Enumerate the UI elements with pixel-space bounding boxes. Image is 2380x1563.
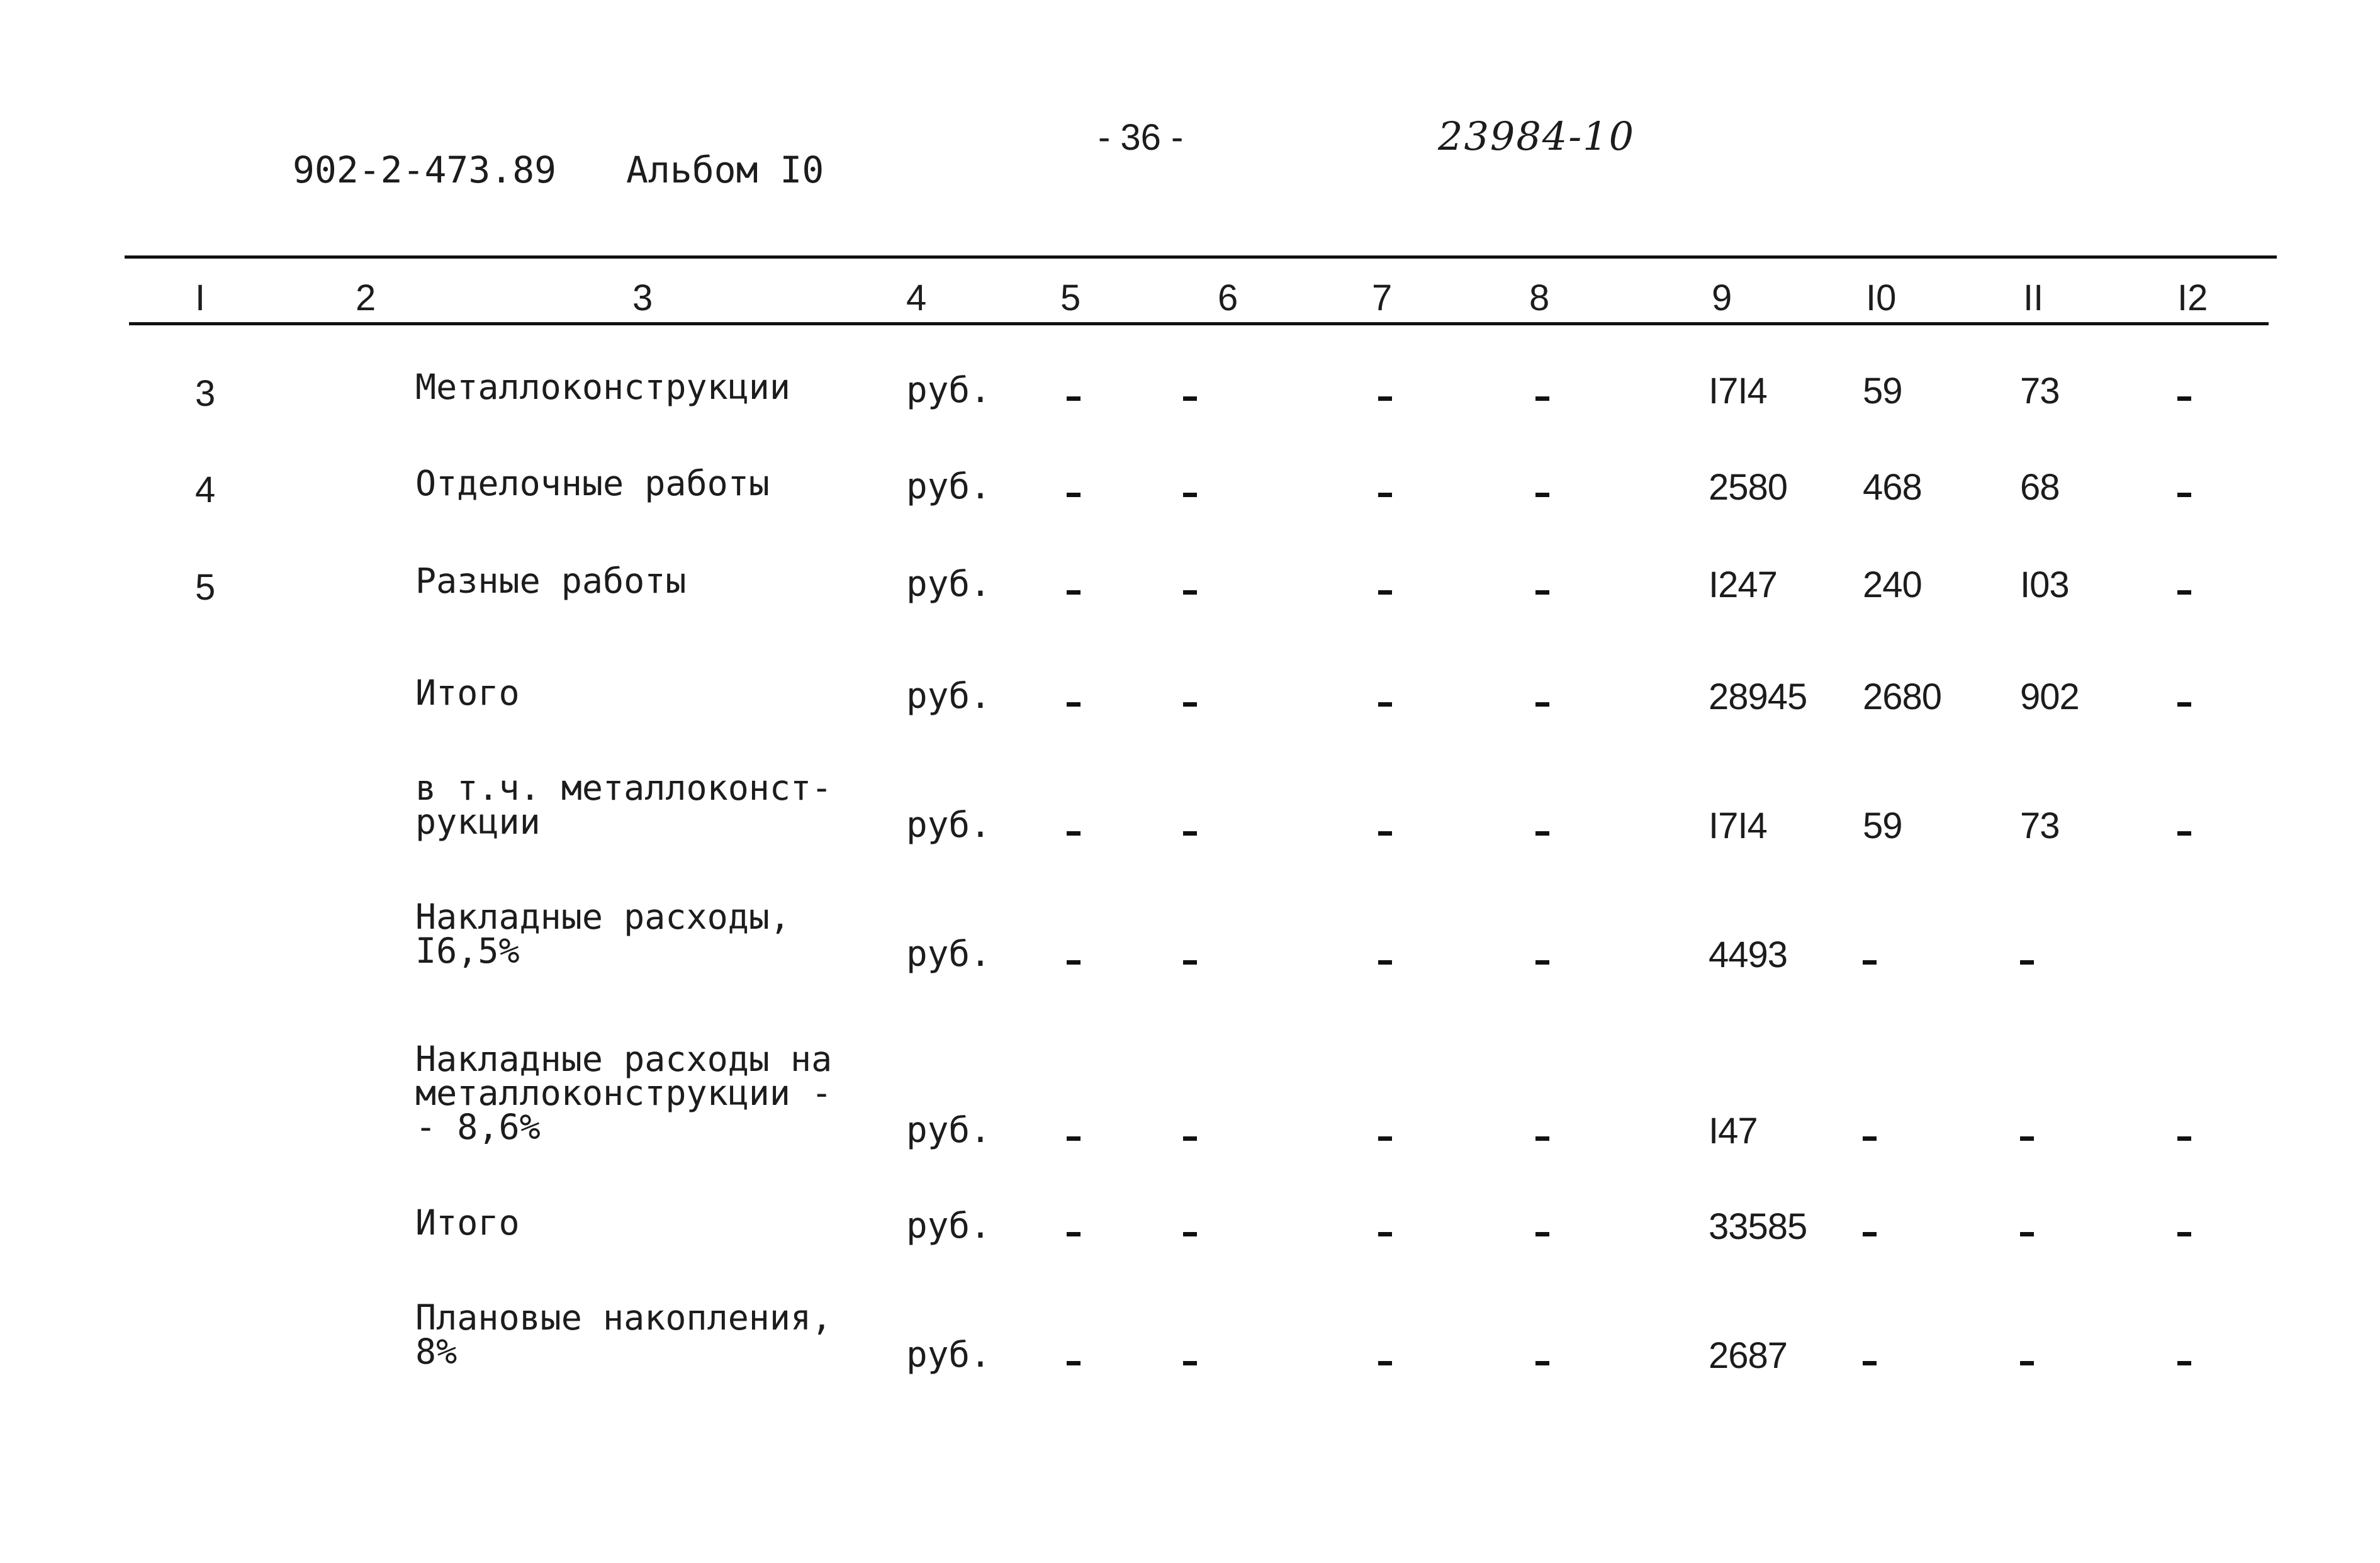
dash-mark — [2177, 1232, 2191, 1236]
column-header-9: 9 — [1712, 277, 1732, 318]
dash-mark — [1535, 702, 1549, 707]
dash-mark — [1067, 960, 1081, 965]
dash-mark — [1863, 1361, 1877, 1365]
row-value-c9: 2687 — [1709, 1335, 1788, 1376]
dash-mark — [1863, 1136, 1877, 1141]
column-header-2: 2 — [356, 277, 376, 318]
dash-mark — [1535, 1361, 1549, 1365]
dash-mark — [1183, 1136, 1197, 1141]
row-value-c11: 68 — [2020, 467, 2060, 508]
handwritten-inventory-number: 23984-10 — [1438, 113, 1636, 159]
dash-mark — [1183, 493, 1197, 497]
dash-mark — [1378, 1361, 1392, 1365]
row-description: Накладные расходы на металлоконструкции - - 8,6% — [415, 1039, 833, 1147]
table-header-rule — [129, 322, 2269, 325]
dash-mark — [1378, 702, 1392, 707]
row-value-c10: 240 — [1863, 564, 1922, 605]
dash-mark — [1378, 831, 1392, 836]
row-value-c11: 902 — [2020, 676, 2079, 717]
row-value-c9: I7I4 — [1709, 805, 1767, 846]
dash-mark — [1067, 396, 1081, 401]
dash-mark — [1183, 1232, 1197, 1236]
row-unit: руб. — [906, 466, 991, 507]
row-value-c9: 2580 — [1709, 467, 1788, 508]
dash-mark — [1863, 1232, 1877, 1236]
column-header-3: 3 — [632, 277, 653, 318]
row-description: Плановые накопления, 8% — [415, 1297, 833, 1372]
dash-mark — [1378, 493, 1392, 497]
column-header-6: 6 — [1218, 277, 1238, 318]
row-value-c10: 59 — [1863, 805, 1902, 846]
row-unit: руб. — [906, 1110, 991, 1151]
dash-mark — [1378, 960, 1392, 965]
dash-mark — [2020, 960, 2034, 965]
column-header-10: I0 — [1866, 277, 1897, 318]
row-value-c9: 4493 — [1709, 934, 1788, 975]
dash-mark — [1183, 960, 1197, 965]
column-header-8: 8 — [1529, 277, 1550, 318]
row-value-c11: 73 — [2020, 805, 2060, 846]
dash-mark — [1535, 831, 1549, 836]
row-value-c10: 59 — [1863, 371, 1902, 412]
row-unit: руб. — [906, 564, 991, 605]
column-header-11: II — [2023, 277, 2044, 318]
dash-mark — [2020, 1232, 2034, 1236]
row-description: в т.ч. металлоконст- рукции — [415, 768, 833, 842]
dash-mark — [1183, 396, 1197, 401]
row-unit: руб. — [906, 934, 991, 975]
row-unit: руб. — [906, 805, 991, 846]
row-description: Разные работы — [415, 561, 687, 601]
column-header-1: I — [195, 277, 206, 318]
dash-mark — [1067, 1136, 1081, 1141]
dash-mark — [2177, 590, 2191, 595]
row-description: Металлоконструкции — [415, 367, 791, 407]
row-unit: руб. — [906, 1335, 991, 1375]
row-unit: руб. — [906, 1206, 991, 1246]
row-unit: руб. — [906, 370, 991, 411]
document-code: 902-2-473.89 — [293, 148, 557, 191]
dash-mark — [1183, 831, 1197, 836]
row-description: Итого — [415, 1202, 520, 1243]
album-label: Альбом I0 — [626, 148, 824, 191]
dash-mark — [2177, 1361, 2191, 1365]
row-number: 5 — [195, 567, 215, 608]
row-number: 4 — [195, 469, 215, 510]
row-value-c9: 33585 — [1709, 1206, 1807, 1247]
row-value-c11: 73 — [2020, 371, 2060, 412]
dash-mark — [2177, 702, 2191, 707]
row-value-c10: 468 — [1863, 467, 1922, 508]
dash-mark — [1535, 1232, 1549, 1236]
column-header-12: I2 — [2177, 277, 2208, 318]
dash-mark — [1378, 1232, 1392, 1236]
row-value-c9: I247 — [1709, 564, 1777, 605]
dash-mark — [2177, 396, 2191, 401]
dash-mark — [1067, 493, 1081, 497]
row-unit: руб. — [906, 676, 991, 717]
column-header-4: 4 — [906, 277, 927, 318]
column-header-5: 5 — [1060, 277, 1081, 318]
row-number: 3 — [195, 373, 215, 414]
row-value-c9: 28945 — [1709, 676, 1807, 717]
dash-mark — [1067, 590, 1081, 595]
table-top-rule — [125, 255, 2277, 259]
column-header-7: 7 — [1372, 277, 1393, 318]
row-description: Итого — [415, 673, 520, 713]
page-number: - 36 - — [1098, 117, 1184, 158]
row-value-c9: I7I4 — [1709, 371, 1767, 412]
dash-mark — [1863, 960, 1877, 965]
dash-mark — [1378, 1136, 1392, 1141]
row-value-c11: I03 — [2020, 564, 2069, 605]
row-description: Отделочные работы — [415, 463, 770, 503]
row-value-c10: 2680 — [1863, 676, 1942, 717]
dash-mark — [1378, 396, 1392, 401]
dash-mark — [1535, 590, 1549, 595]
dash-mark — [1535, 493, 1549, 497]
dash-mark — [2177, 493, 2191, 497]
dash-mark — [2177, 831, 2191, 836]
dash-mark — [2020, 1361, 2034, 1365]
dash-mark — [1535, 1136, 1549, 1141]
dash-mark — [1183, 590, 1197, 595]
dash-mark — [1067, 702, 1081, 707]
dash-mark — [1183, 1361, 1197, 1365]
dash-mark — [1535, 960, 1549, 965]
dash-mark — [1535, 396, 1549, 401]
row-value-c9: I47 — [1709, 1111, 1758, 1151]
dash-mark — [2177, 1136, 2191, 1141]
dash-mark — [1067, 1232, 1081, 1236]
dash-mark — [1378, 590, 1392, 595]
dash-mark — [1067, 831, 1081, 836]
row-description: Накладные расходы, I6,5% — [415, 897, 791, 971]
dash-mark — [1183, 702, 1197, 707]
dash-mark — [2020, 1136, 2034, 1141]
dash-mark — [1067, 1361, 1081, 1365]
